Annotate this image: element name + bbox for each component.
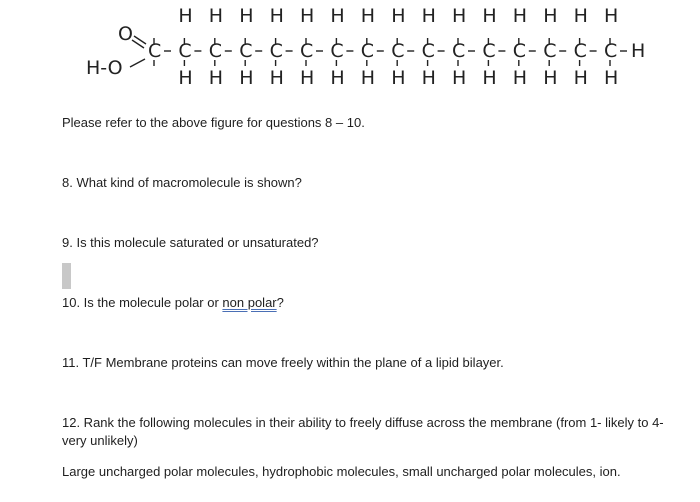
hydrogen-atom-bottom: H <box>391 67 406 89</box>
question-10-suffix: ? <box>276 295 284 310</box>
carbon-atom: C <box>269 40 283 62</box>
question-10-underlined-term: non polar <box>222 295 277 310</box>
hydrogen-atom-top: H <box>482 5 497 27</box>
hydrogen-atom-top: H <box>543 5 558 27</box>
hydrogen-atom-top: H <box>391 5 406 27</box>
oxygen-double-atom: O <box>118 23 133 45</box>
terminal-hydrogen-atom: H <box>631 40 646 62</box>
question-10-prefix: 10. Is the molecule polar or <box>62 295 223 310</box>
carbon-atom: C <box>239 40 253 62</box>
question-9: 9. Is this molecule saturated or unsaturated? <box>62 235 319 250</box>
hydrogen-atom-bottom: H <box>330 67 345 89</box>
hydrogen-atom-top: H <box>452 5 467 27</box>
hydrogen-atom-bottom: H <box>269 67 284 89</box>
hydrogen-atom-top: H <box>239 5 254 27</box>
hydrogen-atom-bottom: H <box>178 67 193 89</box>
carbon-chain <box>148 5 645 89</box>
hydrogen-atom-bottom: H <box>573 67 588 89</box>
carbon-atom: C <box>208 40 223 62</box>
carbon-atom: C <box>573 40 587 62</box>
hydrogen-atom-bottom: H <box>543 67 558 89</box>
hydrogen-atom-top: H <box>269 5 284 27</box>
carbon-atom: C <box>482 40 496 62</box>
hydrogen-atom-top: H <box>330 5 345 27</box>
carbon-atom: C <box>148 40 162 62</box>
question-12-options: Large uncharged polar molecules, hydrophobic molecules, small uncharged polar molecules, ion. <box>62 464 621 479</box>
carbon-atom: C <box>604 40 618 62</box>
fatty-acid-structure-figure <box>0 0 700 100</box>
hydrogen-atom-bottom: H <box>360 67 376 89</box>
hydrogen-atom-bottom: H <box>604 67 619 89</box>
hydrogen-atom-bottom: H <box>452 67 467 89</box>
text-cursor-marker <box>62 263 71 289</box>
hydrogen-atom-top: H <box>208 5 224 27</box>
hydrogen-atom-bottom: H <box>421 67 436 89</box>
carbon-atom: C <box>421 40 435 62</box>
hydrogen-atom-top: H <box>512 5 528 27</box>
carbon-atom: C <box>360 40 375 62</box>
carbon-atom: C <box>512 40 527 62</box>
hydroxyl-group: H-O <box>86 57 123 79</box>
hydrogen-atom-bottom: H <box>512 67 528 89</box>
question-11: 11. T/F Membrane proteins can move freely within the plane of a lipid bilayer. <box>62 355 504 370</box>
carbon-atom: C <box>178 40 192 62</box>
intro-instruction: Please refer to the above figure for questions 8 – 10. <box>62 115 365 130</box>
hydrogen-atom-top: H <box>178 5 193 27</box>
carbon-atom: C <box>391 40 405 62</box>
hydrogen-atom-top: H <box>604 5 619 27</box>
hydrogen-atom-top: H <box>360 5 376 27</box>
question-10 <box>62 294 284 312</box>
question-8: 8. What kind of macromolecule is shown? <box>62 175 302 190</box>
hydrogen-atom-top: H <box>573 5 588 27</box>
hydrogen-atom-bottom: H <box>482 67 497 89</box>
carbon-atom: C <box>543 40 557 62</box>
hydrogen-atom-bottom: H <box>208 67 224 89</box>
question-12: 12. Rank the following molecules in their ability to freely diffuse across the membrane (from 1- likely to 4- very unlikely) <box>62 415 664 448</box>
hydrogen-atom-bottom: H <box>300 67 315 89</box>
carbon-atom: C <box>300 40 314 62</box>
carbon-atom: C <box>452 40 466 62</box>
hydrogen-atom-top: H <box>300 5 315 27</box>
hydrogen-atom-top: H <box>421 5 436 27</box>
hydrogen-atom-bottom: H <box>239 67 254 89</box>
carbon-atom: C <box>330 40 344 62</box>
